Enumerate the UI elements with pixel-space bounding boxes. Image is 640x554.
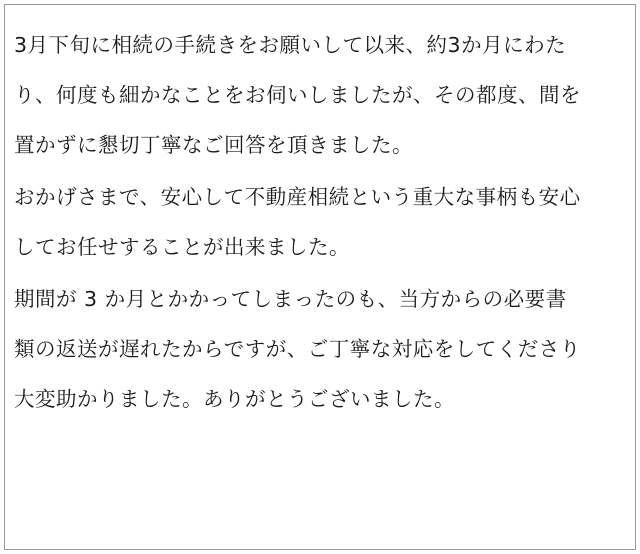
paragraph-2 [14, 172, 620, 272]
text-line: 3月下旬に相続の手続きをお願いして以来、約3か月にわた [14, 33, 567, 57]
text-line: してお任せすることが出来ました。 [14, 235, 350, 259]
paragraph-3 [14, 274, 620, 424]
text-line: 大変助かりました。ありがとうございました。 [14, 387, 455, 411]
text-line: 類の返送が遅れたからですが、ご丁寧な対応をしてくださり [14, 337, 581, 361]
paragraph-1 [14, 20, 620, 170]
text-line: 期間が 3 か月とかかってしまったのも、当方からの必要書 [14, 287, 567, 311]
letter-body [14, 20, 620, 426]
text-line: り、何度も細かなことをお伺いしましたが、その都度、間を [14, 83, 581, 107]
text-line: 置かずに懇切丁寧なご回答を頂きました。 [14, 133, 413, 157]
text-line: おかげさまで、安心して不動産相続という重大な事柄も安心 [14, 185, 581, 209]
